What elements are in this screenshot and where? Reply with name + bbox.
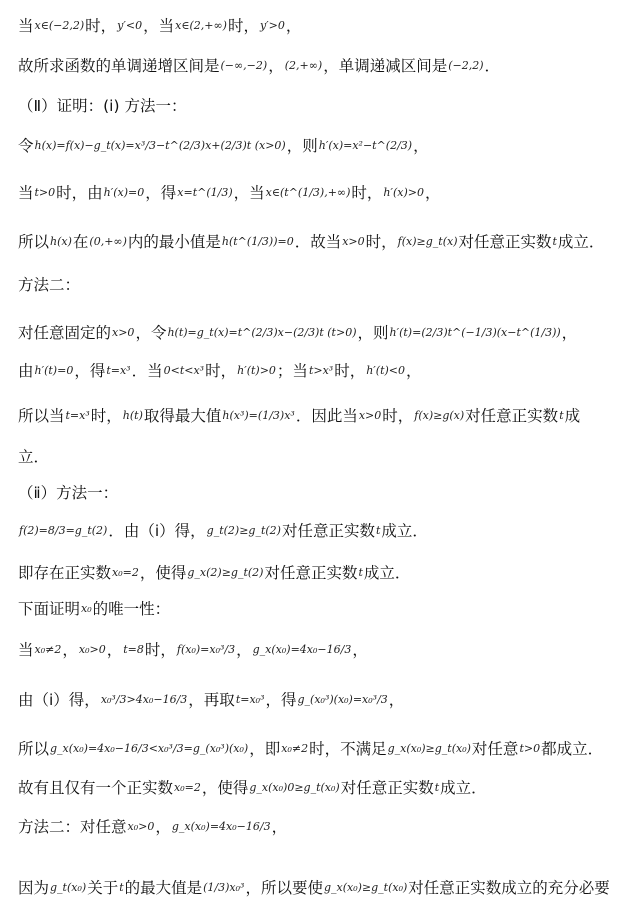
math-expression: h(x) (50, 235, 72, 248)
math-expression: f(x)≥g(x) (414, 409, 465, 422)
text-segment: 当 (18, 184, 34, 202)
text-segment: ， (388, 691, 405, 709)
text-segment: ， (561, 324, 578, 342)
text-line (18, 599, 636, 619)
text-segment: 的唯一性： (92, 600, 171, 618)
text-segment: ，所以要使 (245, 879, 323, 897)
text-segment: ，当 (143, 17, 175, 35)
text-segment: 内的最小值是 (127, 233, 221, 251)
text-segment: （Ⅱ）证明：(ⅰ) 方法一： (18, 97, 187, 115)
math-expression: g_x(x₀)=4x₀−16/3 (171, 820, 271, 833)
math-expression: h′(x)=x²−t^(2/3) (318, 139, 413, 152)
math-expression: x>0 (358, 409, 382, 422)
math-expression: g_x(x₀)≥g_t(x₀) (323, 881, 408, 894)
text-line (18, 136, 636, 156)
text-segment: 成 (564, 407, 581, 425)
text-segment: ， (62, 641, 78, 659)
math-expression: t=x³ (106, 364, 131, 377)
text-segment: 时， (90, 407, 122, 425)
text-segment: 取得最大值 (143, 407, 222, 425)
text-line (18, 361, 636, 381)
text-segment: ， (424, 184, 441, 202)
text-segment: 时， (85, 17, 117, 35)
text-segment: 当 (18, 17, 34, 35)
math-expression: g_x(x₀)=4x₀−16/3 (252, 643, 352, 656)
text-segment: 成立． (363, 564, 411, 582)
text-segment: 时， (227, 17, 259, 35)
math-expression: x∈(2,+∞) (175, 19, 227, 32)
math-expression: t>0 (519, 742, 541, 755)
text-segment: 下面证明 (18, 600, 81, 618)
math-expression: (1/3)x₀³ (203, 881, 245, 894)
text-line (18, 183, 636, 203)
math-expression: x>0 (342, 235, 365, 248)
math-expression: h′(t)=(2/3)t^(−1/3)(x−t^(1/3)) (389, 326, 561, 339)
text-segment: 成立． (557, 233, 605, 251)
text-segment: ，单调递减区间是 (323, 57, 448, 75)
text-line (18, 483, 636, 503)
math-expression: g_(x₀³)(x₀)=x₀³/3 (297, 693, 388, 706)
text-segment: 令 (18, 137, 34, 155)
text-segment: 对任意正实数成立的充分必要 (408, 879, 610, 897)
text-segment: ．当 (131, 362, 163, 380)
math-expression: t=x³ (65, 409, 90, 422)
text-segment: 由 (18, 362, 34, 380)
text-segment: 对任意 (471, 740, 519, 758)
text-segment: 对任意固定的 (18, 324, 112, 342)
math-expression: t (552, 235, 557, 248)
math-expression: g_x(2)≥g_t(2) (187, 566, 264, 579)
text-segment: ，使得 (201, 779, 249, 797)
text-segment: 时，不满足 (309, 740, 387, 758)
math-expression: h′(t)=0 (34, 364, 74, 377)
math-expression: h(t)=g_t(x)=t^(2/3)x−(2/3)t (t>0) (167, 326, 357, 339)
text-segment: 对任意正实数 (465, 407, 559, 425)
text-segment: 成立． (381, 522, 428, 540)
math-expression: t (375, 524, 381, 537)
math-expression: (−2,2) (448, 59, 484, 72)
text-line (18, 739, 636, 759)
math-expression: x₀≠2 (34, 643, 62, 656)
math-expression: x₀>0 (78, 643, 106, 656)
text-line (18, 817, 636, 837)
math-expression: x=t^(1/3) (177, 186, 233, 199)
text-segment: ，得 (265, 691, 297, 709)
text-segment: 因为 (18, 879, 50, 897)
text-segment: 当 (18, 641, 34, 659)
math-expression: t>x³ (308, 364, 334, 377)
math-expression: h′(t)>0 (237, 364, 276, 377)
math-expression: h(x)=f(x)−g_t(x)=x³/3−t^(2/3)x+(2/3)t (x>0) (34, 139, 286, 152)
math-expression: g_t(x₀) (50, 881, 87, 894)
text-line (18, 447, 636, 467)
text-segment: 时， (365, 233, 397, 251)
text-segment: ，即 (249, 740, 281, 758)
text-segment: 对任意正实数 (264, 564, 358, 582)
text-segment: 由（ⅰ）得， (18, 691, 100, 709)
math-expression: h(t^(1/3))=0 (221, 235, 294, 248)
text-segment: 时，由 (56, 184, 103, 202)
text-segment: 所以当 (18, 407, 65, 425)
math-expression: g_x(x₀)0≥g_t(x₀) (249, 781, 340, 794)
text-line (18, 96, 636, 116)
math-expression: y′>0 (259, 19, 285, 32)
math-expression: x₀³/3>4x₀−16/3 (100, 693, 188, 706)
math-expression: h(x³)=(1/3)x³ (222, 409, 295, 422)
text-line (18, 56, 636, 76)
math-expression: h(t) (122, 409, 143, 422)
text-line (18, 323, 636, 343)
text-segment: ，当 (233, 184, 265, 202)
math-expression: g_t(2)≥g_t(2) (206, 524, 281, 537)
math-expression: (2,+∞) (284, 59, 323, 72)
text-segment: 立． (18, 448, 50, 466)
math-expression: h′(x)>0 (383, 186, 424, 199)
math-expression: t=8 (123, 643, 144, 656)
math-expression: x₀=2 (174, 781, 201, 794)
text-segment: ．由（ⅰ）得， (108, 522, 206, 540)
math-expression: x₀ (81, 602, 92, 615)
math-expression: x₀>0 (127, 820, 155, 833)
math-expression: t (119, 881, 124, 894)
text-segment: 时， (351, 184, 383, 202)
text-segment: 都成立． (541, 740, 604, 758)
math-expression: f(2)=8/3=g_t(2) (19, 524, 108, 537)
text-segment: ，再取 (188, 691, 235, 709)
math-expression: f(x)≥g_t(x) (397, 235, 458, 248)
text-segment: ，则 (286, 137, 318, 155)
text-segment: 对任意正实数 (458, 233, 552, 251)
text-segment: ，使得 (139, 564, 187, 582)
text-segment: 成立． (440, 779, 487, 797)
text-segment: 时， (334, 362, 366, 380)
text-segment: ；当 (276, 362, 308, 380)
text-line (18, 232, 636, 252)
math-expression: f(x₀)=x₀³/3 (176, 643, 236, 656)
text-segment: 即存在正实数 (18, 564, 112, 582)
text-segment: 时， (205, 362, 237, 380)
text-segment: ．因此当 (295, 407, 358, 425)
text-segment: 关于 (87, 879, 119, 897)
text-segment: 故所求函数的单调递增区间是 (18, 57, 220, 75)
math-expression: g_x(x₀)=4x₀−16/3<x₀³/3=g_(x₀³)(x₀) (50, 742, 249, 755)
math-expression: t (559, 409, 564, 422)
text-segment: 方法二：对任意 (18, 818, 127, 836)
text-segment: ． (484, 57, 501, 75)
math-expression: (−∞,−2) (220, 59, 268, 72)
math-expression: t=x₀³ (235, 693, 265, 706)
text-line (18, 16, 636, 36)
text-segment: （ⅱ）方法一： (18, 484, 119, 502)
math-expression: x₀=2 (112, 566, 139, 579)
text-segment: ，得 (74, 362, 106, 380)
text-segment: ，得 (145, 184, 177, 202)
math-expression: h′(t)<0 (366, 364, 406, 377)
text-segment: 对任意正实数 (340, 779, 434, 797)
text-segment: ．故当 (294, 233, 342, 251)
text-segment: ， (352, 641, 368, 659)
text-segment: ， (406, 362, 422, 380)
math-expression: 0<t<x³ (163, 364, 205, 377)
text-segment: ，则 (357, 324, 389, 342)
text-segment: 的最大值是 (124, 879, 203, 897)
math-expression: t (358, 566, 363, 579)
text-segment: ， (285, 17, 302, 35)
text-segment: ， (236, 641, 252, 659)
text-segment: 在 (72, 233, 89, 251)
text-line (18, 563, 636, 583)
math-expression: y′<0 (117, 19, 143, 32)
text-segment: 所以 (18, 233, 50, 251)
math-expression: x∈(t^(1/3),+∞) (265, 186, 351, 199)
text-segment: 时， (144, 641, 176, 659)
math-expression: g_x(x₀)≥g_t(x₀) (387, 742, 471, 755)
math-expression: x>0 (112, 326, 135, 339)
math-expression: x₀≠2 (281, 742, 309, 755)
text-line (18, 778, 636, 798)
math-expression: t (434, 781, 440, 794)
text-segment: ， (155, 818, 171, 836)
text-segment: ， (271, 818, 288, 836)
text-segment: ， (268, 57, 284, 75)
math-expression: h′(x)=0 (103, 186, 145, 199)
text-line (18, 521, 636, 541)
text-line (18, 878, 636, 898)
text-segment: 所以 (18, 740, 50, 758)
text-line (18, 640, 636, 660)
text-segment: ， (413, 137, 429, 155)
text-line (18, 690, 636, 710)
text-segment: 故有且仅有一个正实数 (18, 779, 174, 797)
math-expression: t>0 (34, 186, 56, 199)
math-expression: (0,+∞) (89, 235, 127, 248)
text-segment: 对任意正实数 (281, 522, 375, 540)
text-line (18, 275, 636, 295)
math-expression: x∈(−2,2) (34, 19, 85, 32)
text-line (18, 406, 636, 426)
text-segment: 方法二： (18, 276, 81, 294)
text-segment: ，令 (135, 324, 167, 342)
text-segment: 时， (382, 407, 414, 425)
text-segment: ， (106, 641, 123, 659)
